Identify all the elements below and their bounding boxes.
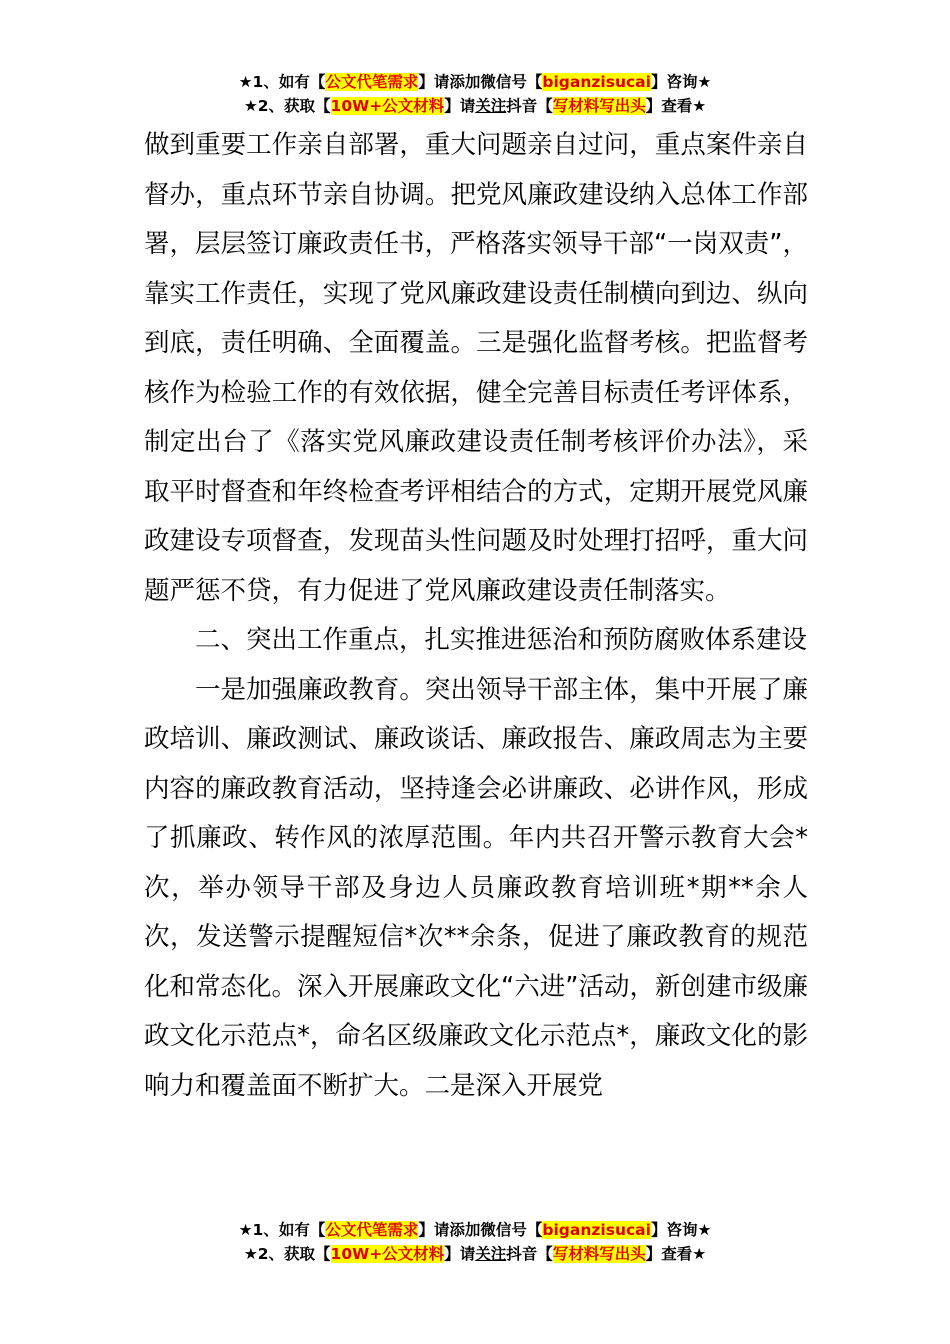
banner-text: ★1、如有【 <box>238 73 326 91</box>
banner-emphasis: 关注 <box>475 1245 507 1263</box>
banner-emphasis: 添加 <box>449 73 481 91</box>
banner-text: 微信号【 <box>480 1221 543 1239</box>
section-heading: 二、突出工作重点，扎实推进惩治和预防腐败体系建设 <box>195 625 808 655</box>
banner-text: 】请 <box>444 1245 476 1263</box>
banner-text: 】请 <box>444 97 476 115</box>
banner-text: 】请 <box>418 1221 450 1239</box>
banner-text: 】咨询★ <box>650 73 712 91</box>
banner-highlight: 写材料写出头 <box>552 1245 646 1263</box>
footer-banner <box>0 1218 950 1266</box>
banner-text: ★2、获取【 <box>243 1245 331 1263</box>
document-body <box>144 121 808 1111</box>
banner-highlight: biganzisucai <box>542 73 651 91</box>
banner-text: ★1、如有【 <box>238 1221 326 1239</box>
banner-emphasis: 关注 <box>475 97 507 115</box>
banner-highlight: 写材料写出头 <box>552 97 646 115</box>
banner-text: 】请 <box>418 73 450 91</box>
banner-highlight: 10W+公文材料 <box>330 97 445 115</box>
banner-highlight: biganzisucai <box>542 1221 651 1239</box>
banner-text: 】查看★ <box>645 97 707 115</box>
banner-text: ★2、获取【 <box>243 97 331 115</box>
banner-line-2 <box>0 1242 950 1266</box>
banner-highlight: 公文代笔需求 <box>325 73 419 91</box>
banner-line-1 <box>0 70 950 94</box>
banner-text: 抖音【 <box>506 97 553 115</box>
banner-line-2 <box>0 94 950 118</box>
banner-highlight: 10W+公文材料 <box>330 1245 445 1263</box>
banner-text: 微信号【 <box>480 73 543 91</box>
header-banner <box>0 70 950 118</box>
banner-text: 】查看★ <box>645 1245 707 1263</box>
banner-line-1 <box>0 1218 950 1242</box>
paragraph: 一是加强廉政教育。突出领导干部主体，集中开展了廉政培训、廉政测试、廉政谈话、廉政报告、廉政周志为主要内容的廉政教育活动，坚持逢会必讲廉政、必讲作风，形成了抓廉政、转作风的浓厚范围。年内共召开警示教育大会*次，举办领导干部及身边人员廉政教育培训班*期**余人次，发送警示提醒短信*次**余条，促进了廉政教育的规范化和常态化。深入开展廉政文化“六进”活动，新创建市级廉政文化示范点*，命名区级廉政文化示范点*，廉政文化的影响力和覆盖面不断扩大。二是深入开展党 <box>144 674 808 1101</box>
paragraph: 做到重要工作亲自部署，重大问题亲自过问，重点案件亲自督办，重点环节亲自协调。把党风廉政建设纳入总体工作部署，层层签订廉政责任书，严格落实领导干部“一岗双责”，靠实工作责任，实现了党风廉政建设责任制横向到边、纵向到底，责任明确、全面覆盖。三是强化监督考核。把监督考核作为检验工作的有效依据，健全完善目标责任考评体系，制定出台了《落实党风廉政建设责任制考核评价办法》，采取平时督查和年终检查考评相结合的方式，定期开展党风廉政建设专项督查，发现苗头性问题及时处理打招呼，重大问题严惩不贷，有力促进了党风廉政建设责任制落实。 <box>144 130 808 606</box>
banner-text: 】咨询★ <box>650 1221 712 1239</box>
banner-text: 抖音【 <box>506 1245 553 1263</box>
banner-highlight: 公文代笔需求 <box>325 1221 419 1239</box>
banner-emphasis: 添加 <box>449 1221 481 1239</box>
